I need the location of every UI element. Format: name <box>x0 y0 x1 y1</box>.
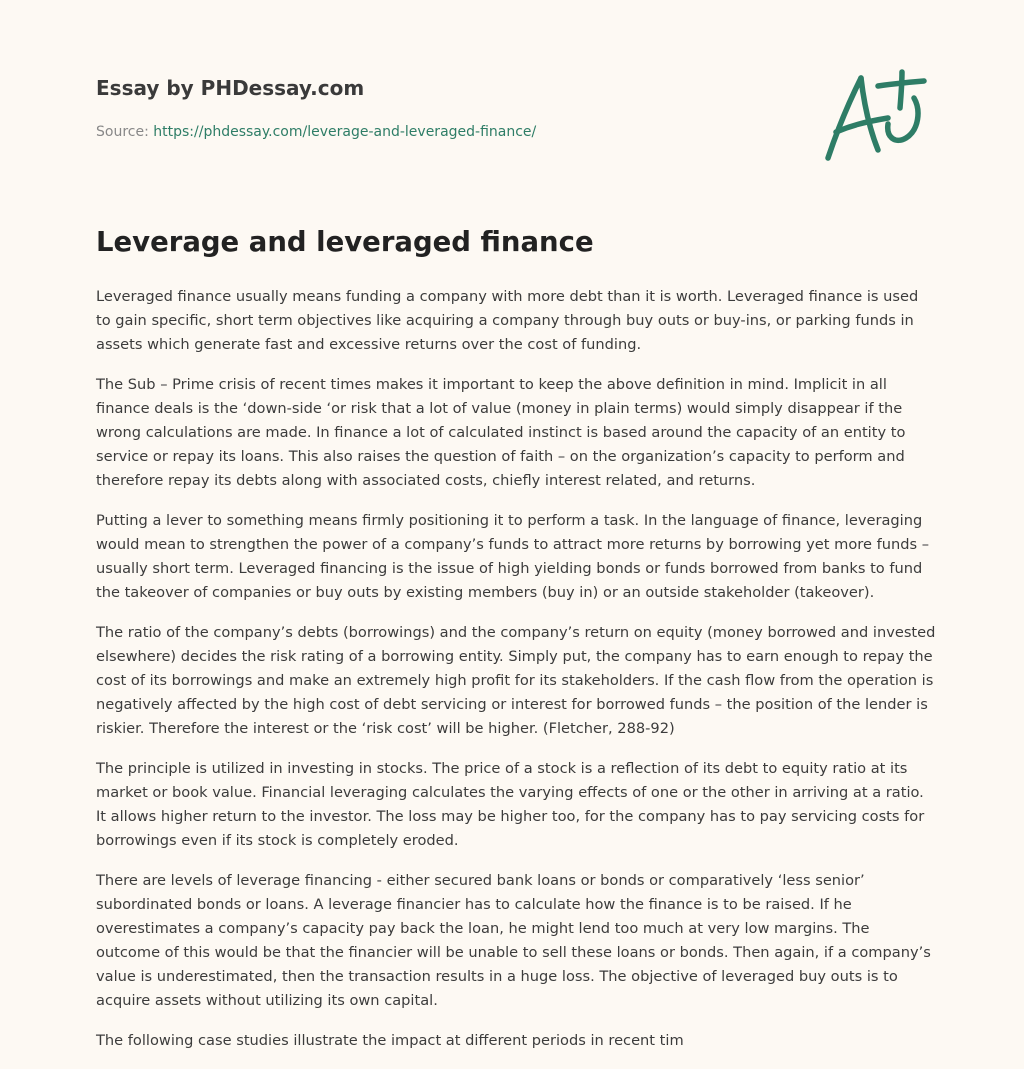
essay-paragraph: The Sub – Prime crisis of recent times makes it important to keep the above definition in mind. Implicit in all finance deals is the ‘down-side ‘or risk that a lot of value (money in plain terms) would simply disappear if the wrong calculations are made. In finance a lot of calculated instinct is based around the capacity of an entity to service or repay its loans. This also raises the question of faith – on the organization’s capacity to perform and therefore repay its debts along with associated costs, chiefly interest related, and returns. <box>96 376 906 489</box>
essay-paragraph: The following case studies illustrate the impact at different periods in recent tim <box>96 1032 684 1049</box>
essay-paragraph: There are levels of leverage financing - either secured bank loans or bonds or comparatively ‘less senior’ subordinated bonds or loans. A leverage financier has to calculate how the finance is to be raised. If he overestimates a company’s capacity pay back the loan, he might lend too much at very low margins. The outcome of this would be that the financier will be unable to sell these loans or bonds. Then again, if a company’s value is underestimated, then the transaction results in a huge loss. The objective of leveraged buy outs is to acquire assets without utilizing its own capital. <box>96 872 931 1009</box>
brand-name: Essay by PHDessay.com <box>96 76 365 100</box>
essay-paragraph: The ratio of the company’s debts (borrowings) and the company’s return on equity (money borrowed and invested elsewhere) decides the risk rating of a borrowing entity. Simply put, the company has to earn enough to repay the cost of its borrowings and make an extremely high profit for its stakeholders. If the cash flow from the operation is negatively affected by the high cost of debt servicing or interest for borrowed funds – the position of the lender is riskier. Therefore the interest or the ‘risk cost’ will be higher. (Fletcher, 288-92) <box>96 624 936 737</box>
a-plus-logo-icon <box>818 66 930 168</box>
source-link[interactable]: https://phdessay.com/leverage-and-leveraged-finance/ <box>153 124 537 140</box>
essay-paragraph: The principle is utilized in investing in stocks. The price of a stock is a reflection of its debt to equity ratio at its market or book value. Financial leveraging calculates the varying effects of one or the other in arriving at a ratio. It allows higher return to the investor. The loss may be higher too, for the company has to pay servicing costs for borrowings even if its stock is completely eroded. <box>96 760 925 849</box>
source-label: Source: <box>96 124 149 140</box>
essay-paragraph: Leveraged finance usually means funding a company with more debt than it is worth. Leveraged finance is used to gain specific, short term objectives like acquiring a company through buy outs or buy-ins, or parking funds in assets which generate fast and excessive returns over the cost of funding. <box>96 288 919 353</box>
essay-body <box>96 285 936 1069</box>
essay-title: Leverage and leveraged finance <box>96 226 594 258</box>
source-line <box>96 124 536 140</box>
essay-paragraph: Putting a lever to something means firmly positioning it to perform a task. In the language of finance, leveraging would mean to strengthen the power of a company’s funds to attract more returns by borrowing yet more funds – usually short term. Leveraged financing is the issue of high yielding bonds or funds borrowed from banks to fund the takeover of companies or buy outs by existing members (buy in) or an outside stakeholder (takeover). <box>96 512 930 601</box>
